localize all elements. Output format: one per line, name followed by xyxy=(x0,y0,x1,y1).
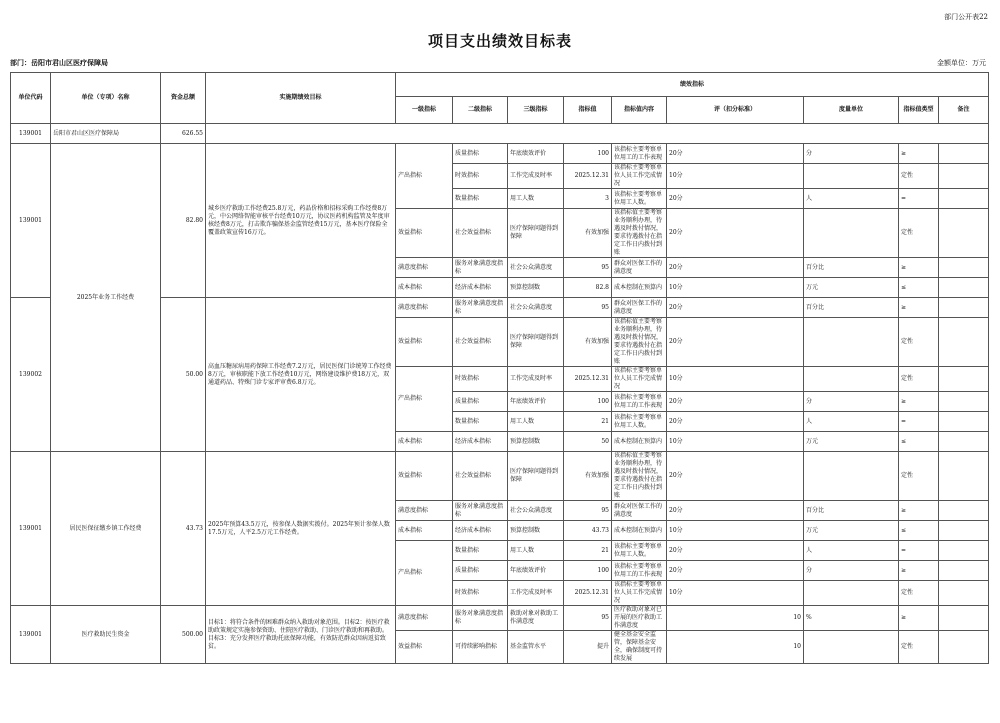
level3-indicator: 医疗保障问题得到保障 xyxy=(508,452,564,501)
level1-indicator: 产出指标 xyxy=(396,541,453,606)
score-standard: 20分 xyxy=(667,392,804,412)
level2-indicator: 数量指标 xyxy=(453,412,508,432)
note xyxy=(939,521,989,541)
level3-indicator: 基金监管水平 xyxy=(508,631,564,664)
indicator-type: 定性 xyxy=(899,367,939,392)
indicator-type: ≤ xyxy=(899,521,939,541)
project-amount: 500.00 xyxy=(161,606,206,664)
note xyxy=(939,501,989,521)
level2-indicator: 时效指标 xyxy=(453,164,508,189)
level3-indicator: 年底绩效评价 xyxy=(508,392,564,412)
measure-unit: 分 xyxy=(804,561,899,581)
header-level3: 三级指标 xyxy=(508,97,564,124)
score-standard: 20分 xyxy=(667,209,804,258)
level1-indicator: 产出指标 xyxy=(396,367,453,432)
indicator-content: 医疗救助对象对已开展的医疗救助工作满意度 xyxy=(612,606,667,631)
indicator-value: 82.8 xyxy=(564,278,612,298)
level2-indicator: 数量指标 xyxy=(453,189,508,209)
indicator-value: 2025.12.31 xyxy=(564,367,612,392)
indicator-type: = xyxy=(899,541,939,561)
header-goal: 实施期绩效目标 xyxy=(206,73,396,124)
measure-unit xyxy=(804,209,899,258)
note xyxy=(939,164,989,189)
indicator-content: 该指标主要考察单位用工的工作表现 xyxy=(612,144,667,164)
score-standard: 20分 xyxy=(667,412,804,432)
measure-unit: 人 xyxy=(804,541,899,561)
level3-indicator: 社会公众满意度 xyxy=(508,501,564,521)
measure-unit: 人 xyxy=(804,412,899,432)
measure-unit xyxy=(804,367,899,392)
indicator-type: ≤ xyxy=(899,432,939,452)
project-goal: 城乡医疗救助工作经费25.8万元，药品价格和招标采购工作经费8万元，中公网络智能审核平台经费10万元，协议医药机构监管及年度审核经费8万元，打击欺诈骗保基金监管经费15万元，基本医疗保险全覆盖政策宣传16万元。 xyxy=(206,144,396,298)
header-name: 单位（专项）名称 xyxy=(51,73,161,124)
indicator-value: 95 xyxy=(564,258,612,278)
unit-code: 139002 xyxy=(11,298,51,452)
indicator-value: 43.73 xyxy=(564,521,612,541)
score-standard: 10分 xyxy=(667,432,804,452)
note xyxy=(939,432,989,452)
indicator-type: ≤ xyxy=(899,278,939,298)
indicator-type: = xyxy=(899,412,939,432)
score-standard: 20分 xyxy=(667,452,804,501)
level3-indicator: 救助对象对救助工作满意度 xyxy=(508,606,564,631)
note xyxy=(939,392,989,412)
indicator-content: 该指标主要考察单位用工的工作表现 xyxy=(612,561,667,581)
header-amount: 资金总额 xyxy=(161,73,206,124)
note xyxy=(939,631,989,664)
level2-indicator: 经济成本指标 xyxy=(453,432,508,452)
level2-indicator: 服务对象满意度指标 xyxy=(453,501,508,521)
indicator-row xyxy=(11,452,989,501)
level3-indicator: 预算控制数 xyxy=(508,278,564,298)
level2-indicator: 服务对象满意度指标 xyxy=(453,298,508,318)
level2-indicator: 可持续影响指标 xyxy=(453,631,508,664)
measure-unit: % xyxy=(804,606,899,631)
level3-indicator: 工作完成及时率 xyxy=(508,367,564,392)
indicator-value: 100 xyxy=(564,561,612,581)
header-score: 评（扣分标准） xyxy=(667,97,804,124)
note xyxy=(939,209,989,258)
measure-unit xyxy=(804,164,899,189)
measure-unit: 分 xyxy=(804,144,899,164)
indicator-type: 定性 xyxy=(899,318,939,367)
indicator-type: ≥ xyxy=(899,258,939,278)
project-name: 居民医保征缴乡镇工作经费 xyxy=(51,452,161,606)
header-type: 指标值类型 xyxy=(899,97,939,124)
page-title: 项目支出绩效目标表 xyxy=(427,32,572,50)
measure-unit xyxy=(804,318,899,367)
unit-code: 139001 xyxy=(11,452,51,606)
indicator-content: 成本控制在预算内 xyxy=(612,432,667,452)
indicator-type: 定性 xyxy=(899,581,939,606)
level1-indicator: 满意度指标 xyxy=(396,606,453,631)
note xyxy=(939,561,989,581)
header-level1: 一级指标 xyxy=(396,97,453,124)
indicator-value: 提升 xyxy=(564,631,612,664)
indicator-type: ≥ xyxy=(899,392,939,412)
indicator-type: ≥ xyxy=(899,561,939,581)
level1-indicator: 效益指标 xyxy=(396,318,453,367)
level3-indicator: 预算控制数 xyxy=(508,521,564,541)
level1-indicator: 成本指标 xyxy=(396,432,453,452)
indicator-content: 群众对医保工作的满意度 xyxy=(612,298,667,318)
indicator-value: 50 xyxy=(564,432,612,452)
header-indicators: 绩效指标 xyxy=(396,73,989,97)
indicator-value: 21 xyxy=(564,541,612,561)
indicator-type: 定性 xyxy=(899,631,939,664)
indicator-content: 该指标主要考察单位人员工作完成情况 xyxy=(612,581,667,606)
score-standard: 10分 xyxy=(667,278,804,298)
level1-indicator: 满意度指标 xyxy=(396,501,453,521)
indicator-content: 群众对医保工作的满意度 xyxy=(612,258,667,278)
indicator-value: 有效加强 xyxy=(564,318,612,367)
level1-indicator: 效益指标 xyxy=(396,209,453,258)
level2-indicator: 社会效益指标 xyxy=(453,452,508,501)
score-standard: 20分 xyxy=(667,189,804,209)
indicator-content: 健全基金安全监管，保障基金安全，确保制度可持续发展 xyxy=(612,631,667,664)
indicator-type: 定性 xyxy=(899,452,939,501)
measure-unit: 百分比 xyxy=(804,298,899,318)
level1-indicator: 成本指标 xyxy=(396,278,453,298)
summary-amount: 626.55 xyxy=(161,124,206,144)
indicator-value: 2025.12.31 xyxy=(564,164,612,189)
indicator-content: 该指标主要考察单位用工的工作表现 xyxy=(612,392,667,412)
note xyxy=(939,412,989,432)
indicator-value: 3 xyxy=(564,189,612,209)
project-amount: 82.80 xyxy=(161,144,206,298)
score-standard: 10分 xyxy=(667,581,804,606)
indicator-content: 该指标主要考察单位用工人数。 xyxy=(612,412,667,432)
indicator-content: 该指标值主要考察业务顺利办理，待遇及时拨付情况，要求待遇拨付在指定工作日内拨付到账 xyxy=(612,209,667,258)
level2-indicator: 社会效益指标 xyxy=(453,209,508,258)
measure-unit: 百分比 xyxy=(804,501,899,521)
level2-indicator: 质量指标 xyxy=(453,144,508,164)
indicator-value: 95 xyxy=(564,298,612,318)
level2-indicator: 服务对象满意度指标 xyxy=(453,606,508,631)
header-code: 单位代码 xyxy=(11,73,51,124)
level3-indicator: 社会公众满意度 xyxy=(508,298,564,318)
note xyxy=(939,278,989,298)
header-measure: 度量单位 xyxy=(804,97,899,124)
summary-filler xyxy=(206,124,989,144)
summary-code: 139001 xyxy=(11,124,51,144)
score-standard: 10 xyxy=(667,606,804,631)
indicator-type: ≥ xyxy=(899,298,939,318)
measure-unit: 人 xyxy=(804,189,899,209)
score-standard: 20分 xyxy=(667,561,804,581)
indicator-content: 成本控制在预算内 xyxy=(612,278,667,298)
level1-indicator: 效益指标 xyxy=(396,631,453,664)
measure-unit: 百分比 xyxy=(804,258,899,278)
measure-unit: 万元 xyxy=(804,278,899,298)
indicator-value: 2025.12.31 xyxy=(564,581,612,606)
note xyxy=(939,606,989,631)
measure-unit xyxy=(804,631,899,664)
level3-indicator: 年底绩效评价 xyxy=(508,561,564,581)
level3-indicator: 医疗保障问题得到保障 xyxy=(508,318,564,367)
score-standard: 20分 xyxy=(667,541,804,561)
level1-indicator: 满意度指标 xyxy=(396,258,453,278)
level2-indicator: 经济成本指标 xyxy=(453,278,508,298)
indicator-value: 100 xyxy=(564,392,612,412)
level2-indicator: 质量指标 xyxy=(453,561,508,581)
score-standard: 20分 xyxy=(667,258,804,278)
note xyxy=(939,367,989,392)
note xyxy=(939,298,989,318)
level1-indicator: 满意度指标 xyxy=(396,298,453,318)
note xyxy=(939,144,989,164)
indicator-content: 该指标主要考察单位用工人数。 xyxy=(612,541,667,561)
measure-unit xyxy=(804,581,899,606)
note xyxy=(939,258,989,278)
indicator-value: 100 xyxy=(564,144,612,164)
score-standard: 20分 xyxy=(667,298,804,318)
project-goal: 高血压糖尿病用药保障工作经费7.2万元，居民医保门诊统筹工作经费8万元，审核职能下放工作经费10万元，网络建设维护费18万元，双通道药品、特殊门诊专家评审费6.8万元。 xyxy=(206,298,396,452)
measure-unit: 万元 xyxy=(804,521,899,541)
indicator-row xyxy=(11,606,989,631)
note xyxy=(939,318,989,367)
unit-code: 139001 xyxy=(11,144,51,298)
department-label: 部门：岳阳市君山区医疗保障局 xyxy=(10,58,108,67)
measure-unit: 万元 xyxy=(804,432,899,452)
score-standard: 10分 xyxy=(667,521,804,541)
header-level2: 二级指标 xyxy=(453,97,508,124)
header-note: 备注 xyxy=(939,97,989,124)
level2-indicator: 时效指标 xyxy=(453,367,508,392)
measure-unit xyxy=(804,452,899,501)
header-value: 指标值 xyxy=(564,97,612,124)
project-amount: 50.00 xyxy=(161,298,206,452)
indicator-content: 该指标主要考察单位用工人数。 xyxy=(612,189,667,209)
indicator-value: 95 xyxy=(564,606,612,631)
project-goal: 2025年预算43.5万元，按参保人数据实拨付。2025年预计参保人数17.5万元，人平2.5万元工作经费。 xyxy=(206,452,396,606)
note xyxy=(939,541,989,561)
note xyxy=(939,581,989,606)
level3-indicator: 社会公众满意度 xyxy=(508,258,564,278)
level3-indicator: 预算控制数 xyxy=(508,432,564,452)
indicator-content: 该指标主要考察单位人员工作完成情况 xyxy=(612,367,667,392)
project-name: 医疗救助民生资金 xyxy=(51,606,161,664)
level3-indicator: 用工人数 xyxy=(508,189,564,209)
indicator-type: ≥ xyxy=(899,144,939,164)
header-content: 指标值内容 xyxy=(612,97,667,124)
level1-indicator: 效益指标 xyxy=(396,452,453,501)
note xyxy=(939,189,989,209)
indicator-value: 95 xyxy=(564,501,612,521)
level3-indicator: 用工人数 xyxy=(508,412,564,432)
level3-indicator: 工作完成及时率 xyxy=(508,581,564,606)
level3-indicator: 年底绩效评价 xyxy=(508,144,564,164)
unit-code: 139001 xyxy=(11,606,51,664)
indicator-value: 21 xyxy=(564,412,612,432)
project-amount: 43.73 xyxy=(161,452,206,606)
summary-row xyxy=(11,124,989,144)
level2-indicator: 时效指标 xyxy=(453,581,508,606)
report-number: 部门公开表22 xyxy=(944,13,988,21)
score-standard: 20分 xyxy=(667,501,804,521)
indicator-value: 有效加强 xyxy=(564,209,612,258)
project-goal: 目标1：将符合条件的困难群众纳入救助对象范围。目标2：按医疗救助政策规定实施参保资助、住院医疗救助、门诊医疗救助和再救助。目标3：充分发挥医疗救助托底保障功能，有效防范群众因病返贫致贫。 xyxy=(206,606,396,664)
level2-indicator: 服务对象满意度指标 xyxy=(453,258,508,278)
indicator-type: 定性 xyxy=(899,164,939,189)
summary-name: 岳阳市君山区医疗保障局 xyxy=(51,124,161,144)
score-standard: 20分 xyxy=(667,318,804,367)
level2-indicator: 经济成本指标 xyxy=(453,521,508,541)
performance-table xyxy=(10,72,989,664)
score-standard: 10 xyxy=(667,631,804,664)
project-name: 2025年业务工作经费 xyxy=(51,144,161,452)
indicator-row xyxy=(11,144,989,164)
level3-indicator: 工作完成及时率 xyxy=(508,164,564,189)
indicator-content: 群众对医保工作的满意度 xyxy=(612,501,667,521)
indicator-content: 该指标值主要考察业务顺利办理，待遇及时拨付情况，要求待遇拨付在指定工作日内拨付到账 xyxy=(612,318,667,367)
indicator-type: = xyxy=(899,189,939,209)
note xyxy=(939,452,989,501)
level2-indicator: 数量指标 xyxy=(453,541,508,561)
indicator-content: 该指标值主要考察业务顺利办理，待遇及时拨付情况，要求待遇拨付在指定工作日内拨付到账 xyxy=(612,452,667,501)
score-standard: 10分 xyxy=(667,164,804,189)
level3-indicator: 用工人数 xyxy=(508,541,564,561)
indicator-type: 定性 xyxy=(899,209,939,258)
measure-unit: 分 xyxy=(804,392,899,412)
indicator-content: 该指标主要考察单位人员工作完成情况 xyxy=(612,164,667,189)
level1-indicator: 产出指标 xyxy=(396,144,453,209)
level3-indicator: 医疗保障问题得到保障 xyxy=(508,209,564,258)
level2-indicator: 质量指标 xyxy=(453,392,508,412)
score-standard: 20分 xyxy=(667,144,804,164)
level2-indicator: 社会效益指标 xyxy=(453,318,508,367)
level1-indicator: 成本指标 xyxy=(396,521,453,541)
indicator-value: 有效加强 xyxy=(564,452,612,501)
indicator-content: 成本控制在预算内 xyxy=(612,521,667,541)
indicator-type: ≥ xyxy=(899,501,939,521)
currency-unit-label: 金额单位：万元 xyxy=(937,59,986,67)
score-standard: 10分 xyxy=(667,367,804,392)
indicator-type: ≥ xyxy=(899,606,939,631)
